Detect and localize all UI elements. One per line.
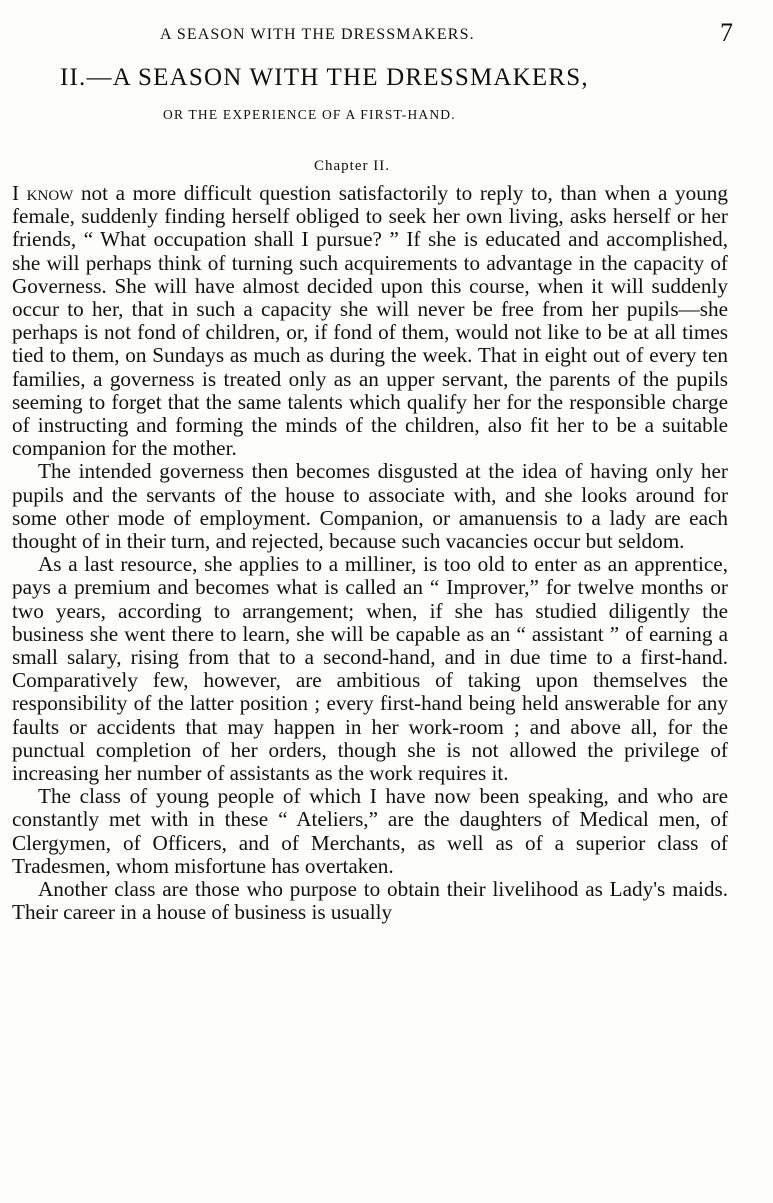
paragraph: The intended governess then becomes disgusted at the idea of having only her pupils and the servants of the house to associate with, and she looks around for some other mode of employment. Companion, or amanuensis to a lady are each thought of in their turn, and rejected, because such vacancies occur but seldom. bbox=[12, 459, 728, 554]
paragraph: The class of young people of which I have now been speaking, and who are constantly met with in these “ Ateliers,” are the daughters of Medical men, of Clergymen, of Officers, and of Merchants, as well as of a superior class of Tradesmen, whom misfortune has overtaken. bbox=[12, 784, 728, 878]
paragraph: Another class are those who purpose to obtain their livelihood as Lady's maids. Their career in a house of business is usually bbox=[12, 877, 728, 925]
paragraph-lead: I know bbox=[12, 181, 74, 205]
chapter-heading: Chapter II. bbox=[314, 158, 390, 174]
paragraph-text: not a more difficult question satisfactorily to reply to, than when a young female, suddenly finding herself obliged to seek her own living, asks herself or her friends, “ What occupation shall I pursue? ” If she is educated and accomplished, she will perhaps think of turning such acquirements to advantage in the capacity of Governess. She will have almost decided upon this course, when it will suddenly occur to her, that in such a capacity she will never be free from her pupils—she perhaps is not fond of children, or, if fond of them, would not like to be at all times tied to them, on Sundays as much as during the week. That in eight out of every ten families, a governess is treated only as an upper servant, the parents of the pupils seeming to forget that the same talents which qualify her for the responsible charge of instructing and forming the minds of the children, also fit her to be a suitable companion for the mother. bbox=[12, 181, 728, 461]
article-subtitle: OR THE EXPERIENCE OF A FIRST-HAND. bbox=[163, 107, 456, 122]
page-number: 7 bbox=[720, 18, 733, 47]
paragraph bbox=[12, 182, 728, 460]
article-body bbox=[12, 182, 728, 925]
running-title: A SEASON WITH THE DRESSMAKERS. bbox=[160, 26, 475, 43]
article-title: II.—A SEASON WITH THE DRESSMAKERS, bbox=[60, 64, 589, 91]
paragraph: As a last resource, she applies to a milliner, is too old to enter as an apprentice, pays a premium and becomes what is called an “ Improver,” for twelve months or two years, according to arrangement; when, if she has studied diligently the business she went there to learn, she will be capable as an “ assistant ” of earning a small salary, rising from that to a second-hand, and in due time to a first-hand. Comparatively few, however, are ambitious of taking upon themselves the responsibility of the latter position ; every first-hand being held answerable for any faults or accidents that may happen in her work-room ; and above all, for the punctual completion of her orders, though she is not allowed the privilege of increasing her number of assistants as the work requires it. bbox=[12, 552, 728, 786]
running-head bbox=[0, 18, 773, 48]
